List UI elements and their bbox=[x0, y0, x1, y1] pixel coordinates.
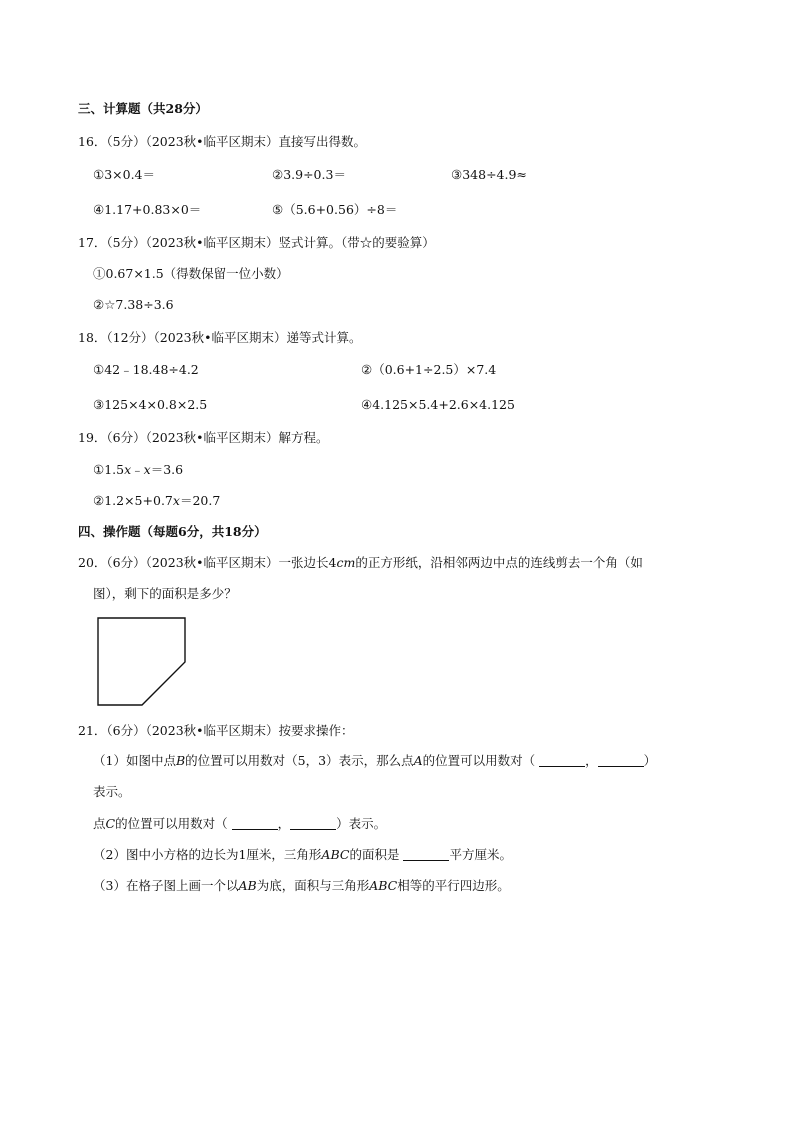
q16-item-3: ③348÷4.9≈ bbox=[451, 167, 527, 182]
section-title-3: 三、计算题（共28分） bbox=[78, 101, 208, 116]
q16-item-2: ②3.9÷0.3＝ bbox=[272, 167, 346, 182]
question-17-stem: 17．（5分）（2023秋•临平区期末）竖式计算。（带☆的要验算） bbox=[78, 235, 435, 250]
q18-item-4: ④4.125×5.4+2.6×4.125 bbox=[361, 397, 515, 412]
q17-item-1: ①0.67×1.5（得数保留一位小数） bbox=[93, 266, 289, 281]
q18-item-1: ①42﹣18.48÷4.2 bbox=[93, 362, 199, 377]
q16-item-4: ④1.17+0.83×0＝ bbox=[93, 202, 202, 217]
q21-part-3: （3）在格子图上画一个以AB为底，面积与三角形ABC相等的平行四边形。 bbox=[93, 878, 510, 893]
question-20-line-1: 20．（6分）（2023秋•临平区期末）一张边长4cm的正方形纸，沿相邻两边中点的连线剪去一个角（如 bbox=[78, 555, 643, 570]
q21-part-1-line-2: 表示。 bbox=[93, 784, 131, 799]
q17-item-2: ②☆7.38÷3.6 bbox=[93, 297, 174, 312]
q21-part-2: （2）图中小方格的边长为1厘米，三角形ABC的面积是 平方厘米。 bbox=[93, 847, 512, 862]
question-16-stem: 16．（5分）（2023秋•临平区期末）直接写出得数。 bbox=[78, 134, 367, 149]
answer-blank-C-y[interactable] bbox=[290, 817, 336, 830]
answer-blank-C-x[interactable] bbox=[232, 817, 278, 830]
q18-item-2: ②（0.6+1÷2.5）×7.4 bbox=[361, 362, 497, 377]
q21-part-1-line-3: 点C的位置可以用数对（ ， ）表示。 bbox=[93, 816, 387, 831]
question-18-stem: 18．（12分）（2023秋•临平区期末）递等式计算。 bbox=[78, 330, 362, 345]
question-19-stem: 19．（6分）（2023秋•临平区期末）解方程。 bbox=[78, 430, 329, 445]
q21-part-1-line-1: （1）如图中点B的位置可以用数对（5，3）表示，那么点A的位置可以用数对（ ， ） bbox=[93, 753, 657, 768]
q16-item-1: ①3×0.4＝ bbox=[93, 167, 156, 182]
section-title-4: 四、操作题（每题6分，共18分） bbox=[78, 524, 267, 539]
q16-item-5: ⑤（5.6+0.56）÷8＝ bbox=[272, 202, 398, 217]
q19-equation-2: ②1.2×5+0.7x＝20.7 bbox=[93, 493, 221, 508]
answer-blank-area[interactable] bbox=[403, 848, 449, 861]
answer-blank-A-x[interactable] bbox=[539, 754, 585, 767]
cut-square-figure bbox=[96, 616, 188, 708]
q19-equation-1: ①1.5x﹣x＝3.6 bbox=[93, 462, 184, 477]
question-21-stem: 21．（6分）（2023秋•临平区期末）按要求操作： bbox=[78, 723, 354, 738]
q18-item-3: ③125×4×0.8×2.5 bbox=[93, 397, 208, 412]
question-20-line-2: 图），剩下的面积是多少？ bbox=[93, 586, 237, 601]
answer-blank-A-y[interactable] bbox=[598, 754, 644, 767]
